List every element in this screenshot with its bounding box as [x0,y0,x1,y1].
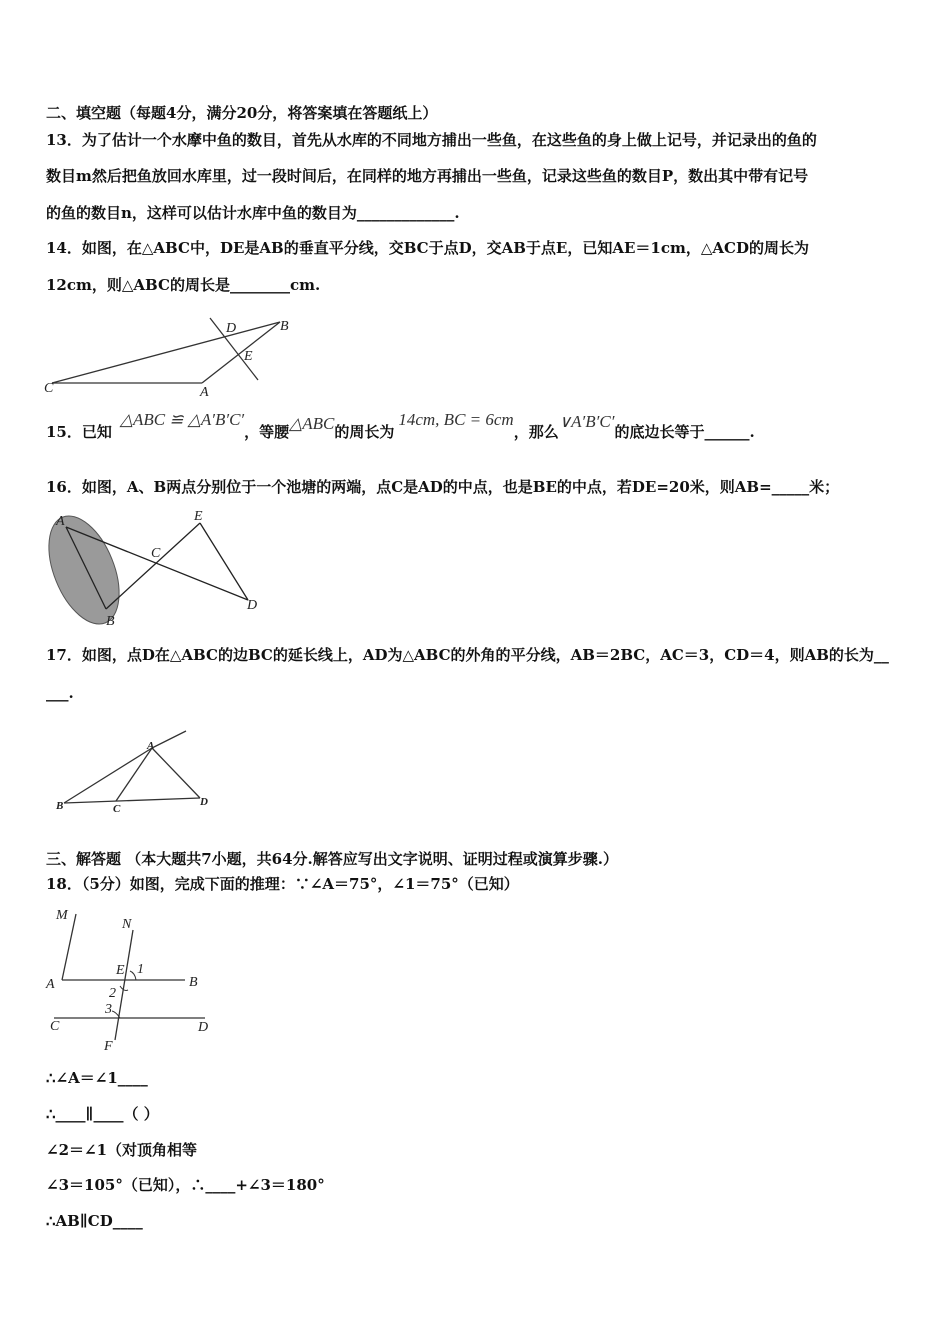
q15-perim-text: 的周长为 [334,423,395,441]
q18-label-1: 1 [137,962,144,977]
q14-line-2: 12cm，则△ABC的周长是________cm. [46,276,321,294]
q14-label-a: A [200,385,209,400]
q16-label-d: D [247,598,258,613]
q18-line-1: 18．（5分）如图，完成下面的推理：∵∠A＝75°，∠1＝75°（已知） [46,875,519,893]
q18-label-n: N [122,917,132,932]
q18-label-c: C [50,1019,60,1034]
q18-figure [40,900,220,1060]
q16-label-b: B [106,614,115,629]
q17-figure [50,725,210,815]
q17-label-a: A [147,740,155,752]
q18-step-2: ∴____∥____（ ） [46,1105,159,1123]
q18-label-m: M [56,908,68,923]
q14-figure [40,310,310,400]
q18-label-3: 3 [105,1002,112,1017]
q13-line-1: 13．为了估计一个水摩中鱼的数目，首先从水库的不同地方捕出一些鱼，在这些鱼的身上做上记号，并记录出的鱼的 [46,131,817,149]
q18-label-a: A [46,977,55,992]
q15-triangle-2: ∨A′B′C′ [558,412,615,431]
q14-label-c: C [44,381,54,396]
q18-label-e: E [116,963,125,978]
q14-label-b: B [280,319,289,334]
q13-line-2: 数目m然后把鱼放回水库里，过一段时间后，在同样的地方再捕出一些鱼，记录这些鱼的数目P，数出其中带有记号 [46,167,809,185]
q18-label-2: 2 [109,986,116,1001]
q15-perimeter-formula: 14cm, BC = 6cm [398,410,514,429]
q15-then: ，那么 [513,423,559,441]
q16-label-e: E [194,509,203,524]
q17-line-1: 17．如图，点D在△ABC的边BC的延长线上，AD为△ABC的外角的平分线，AB＝2BC，AC＝3，CD＝4，则AB的长为__ [46,646,889,664]
q15-suffix: 的底边长等于______. [614,423,755,441]
q18-step-5: ∴AB∥CD____ [46,1212,143,1230]
q15-mid: ，等腰 [244,423,290,441]
q16-label-a: A [56,514,65,529]
q16-label-c: C [151,546,161,561]
q18-label-f: F [104,1039,113,1054]
q14-label-d: D [226,321,237,336]
q15-line [46,410,755,444]
q17-label-d: D [200,796,208,808]
q13-line-3: 的鱼的数目n，这样可以估计水库中鱼的数目为_____________. [46,204,460,222]
q18-step-1: ∴∠A＝∠1____ [46,1069,148,1087]
q14-label-e: E [244,349,253,364]
q15-congruence: △ABC ≌ △A′B′C′ [119,410,245,429]
q16-figure [40,505,270,630]
q15-iso-triangle: △ABC [289,414,335,433]
q17-line-2: ___. [46,684,74,702]
q18-step-3: ∠2＝∠1（对顶角相等 [46,1141,198,1159]
q15-prefix: 15．已知 [46,423,112,441]
section-heading-solve: 三、解答题 （本大题共7小题，共64分.解答应写出文字说明、证明过程或演算步骤.） [46,850,618,868]
q16-line-1: 16．如图，A、B两点分别位于一个池塘的两端，点C是AD的中点，也是BE的中点，若DE=20米，则AB=_____米； [46,478,840,496]
q14-line-1: 14．如图，在△ABC中，DE是AB的垂直平分线，交BC于点D，交AB于点E，已知AE＝1cm，△ACD的周长为 [46,239,809,257]
section-heading-fill-in: 二、填空题（每题4分，满分20分，将答案填在答题纸上） [46,104,438,122]
q18-label-d: D [198,1020,209,1035]
q18-label-b: B [189,975,198,990]
q18-step-4: ∠3＝105°（已知），∴____+∠3＝180° [46,1176,325,1194]
q17-label-b: B [56,800,64,812]
q17-label-c: C [113,803,121,815]
